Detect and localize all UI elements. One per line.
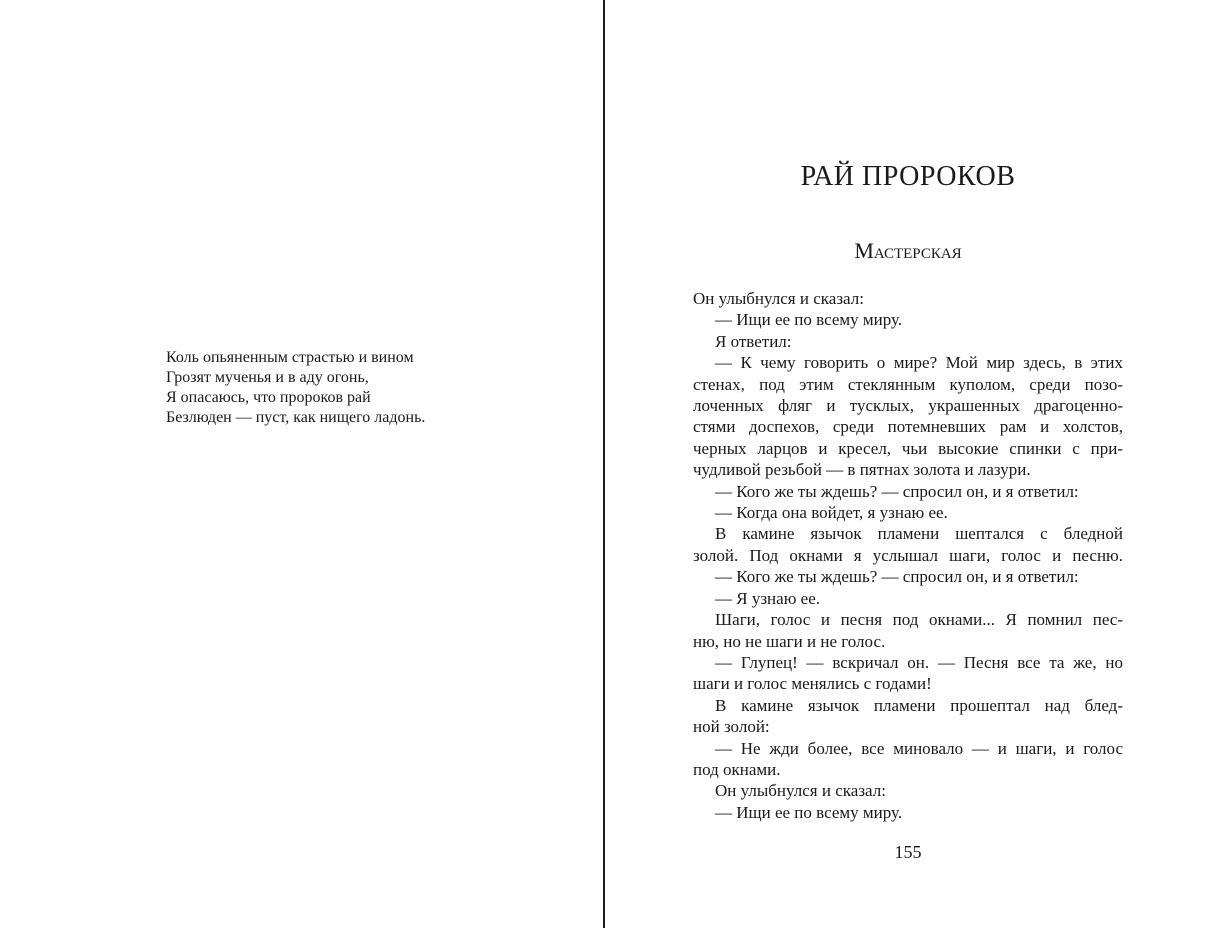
text-line: В камине язычок пламени прошептал над блед- xyxy=(715,695,1123,715)
text-line: — К чему говорить о мире? Мой мир здесь, в этих xyxy=(715,353,1123,373)
text-line: Я ответил: xyxy=(715,331,792,351)
body-text xyxy=(693,288,1123,823)
text-line: черных ларцов и кресел, чьи высокие спинки с при- xyxy=(693,438,1123,458)
text-line: — Ищи ее по всему миру. xyxy=(715,802,903,822)
section-title: РАЙ ПРОРОКОВ xyxy=(800,161,1016,192)
text-line: стенах, под этим стеклянным куполом, среди позо- xyxy=(693,374,1123,394)
text-line: золой. Под окнами я услышал шаги, голос и песню. xyxy=(693,545,1123,565)
chapter-title: Мастерская xyxy=(854,238,962,263)
text-line: шаги и голос менялись с годами! xyxy=(693,674,932,694)
text-line: Он улыбнулся и сказал: xyxy=(715,781,886,801)
poem-line: Я опасаюсь, что пророков рай xyxy=(166,389,371,406)
poem-line: Коль опьяненным страстью и вином xyxy=(166,349,414,366)
text-line: Шаги, голос и песня под окнами... Я помнил пес- xyxy=(715,610,1123,630)
right-page xyxy=(605,0,1208,928)
text-line: Он улыбнулся и сказал: xyxy=(693,289,864,308)
text-line: — Ищи ее по всему миру. xyxy=(715,310,903,330)
text-line: лоченных фляг и тусклых, украшенных драгоценно- xyxy=(693,396,1123,416)
page-number: 155 xyxy=(894,842,922,862)
text-line: — Глупец! — вскричал он. — Песня все та же, но xyxy=(715,652,1123,672)
text-line: — Кого же ты ждешь? — спросил он, и я ответил: xyxy=(715,481,1079,501)
text-line: В камине язычок пламени шептался с бледной xyxy=(715,524,1123,544)
text-line: — Не жди более, все миновало — и шаги, и голос xyxy=(715,738,1123,758)
text-line: — Когда она войдет, я узнаю ее. xyxy=(715,503,948,523)
text-line: ной золой: xyxy=(693,717,770,737)
poem-line: Безлюден — пуст, как нищего ладонь. xyxy=(166,409,426,426)
text-line: — Кого же ты ждешь? — спросил он, и я ответил: xyxy=(715,567,1079,587)
left-page xyxy=(0,0,603,928)
poem-line: Грозят мученья и в аду огонь, xyxy=(166,369,369,386)
text-line: чудливой резьбой — в пятнах золота и лазури. xyxy=(693,460,1031,480)
text-line: ню, но не шаги и не голос. xyxy=(693,631,886,651)
text-line: стями доспехов, среди потемневших рам и холстов, xyxy=(693,417,1123,437)
text-line: под окнами. xyxy=(693,759,781,779)
text-line: — Я узнаю ее. xyxy=(715,588,820,608)
epigraph-poem xyxy=(166,348,425,428)
